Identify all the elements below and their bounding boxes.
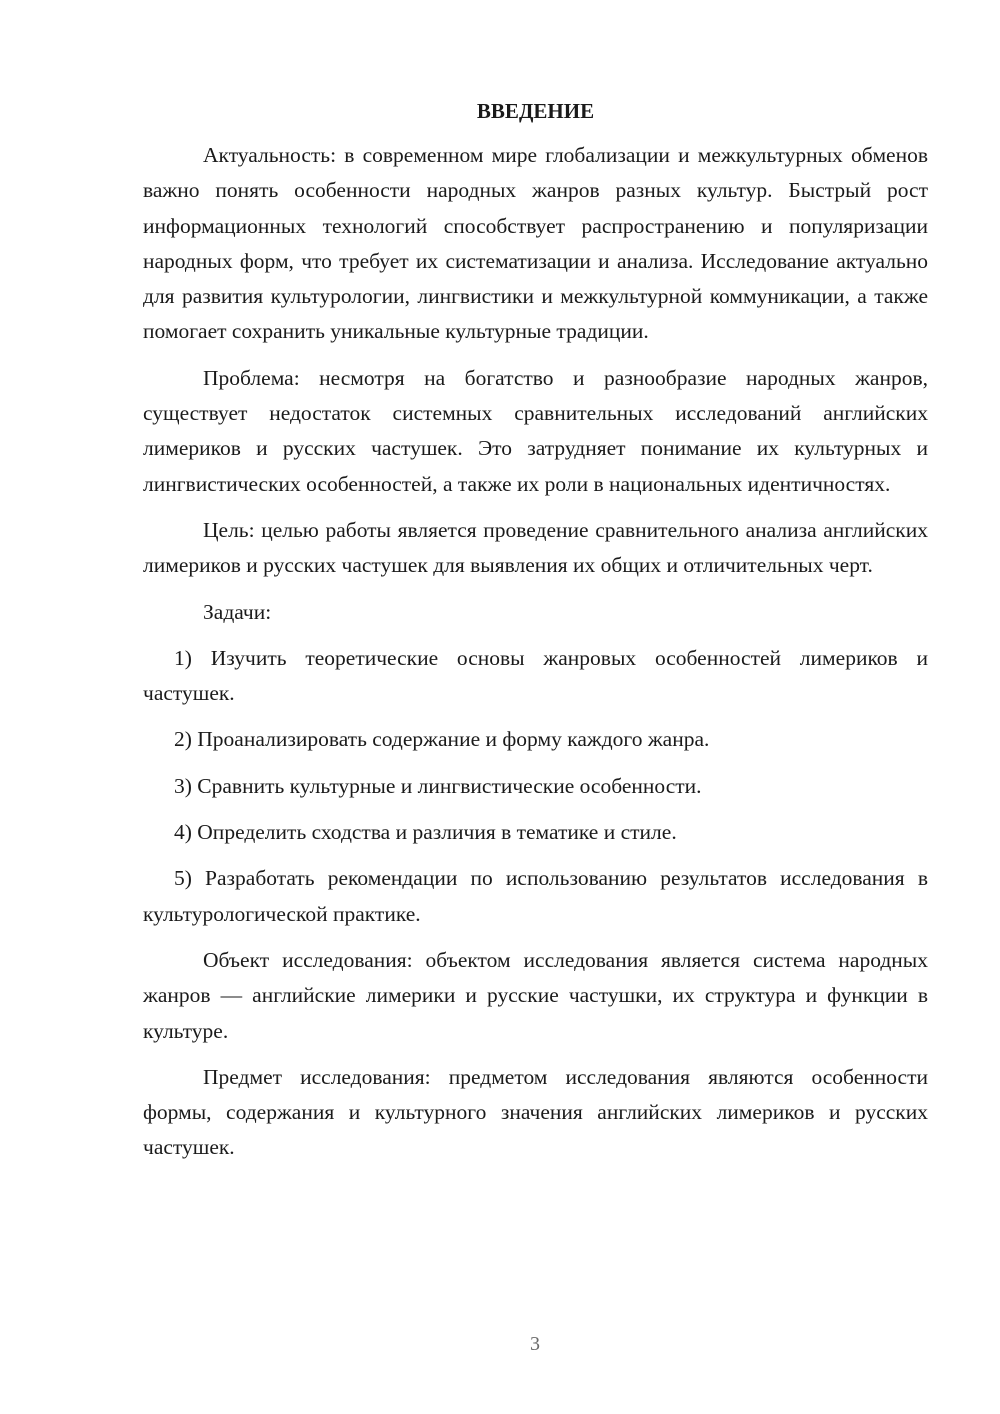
problem-paragraph: Проблема: несмотря на богатство и разнообразие народных жанров, существует недостаток системных сравнительных исследований английских лимериков и русских частушек. Это затрудняет понимание их культурных и лингвистических особенностей, а также их роли в национальных идентичностях. xyxy=(143,365,928,496)
task-item-4: 4) Определить сходства и различия в тематике и стиле. xyxy=(174,820,677,845)
section-title: ВВЕДЕНИЕ xyxy=(476,99,595,123)
task-item-2: 2) Проанализировать содержание и форму каждого жанра. xyxy=(174,727,710,752)
document-page xyxy=(143,96,928,1177)
tasks-heading: Задачи: xyxy=(203,599,272,624)
relevance-paragraph: Актуальность: в современном мире глобализации и межкультурных обменов важно понять особенности народных жанров разных культур. Быстрый рост информационных технологий способствует распространению и популяризации народных форм, что требует их систематизации и анализа. Исследование актуально для развития культурологии, лингвистики и межкультурной коммуникации, а также помогает сохранить уникальные культурные традиции. xyxy=(143,143,928,344)
task-item-5: 5) Разработать рекомендации по использованию результатов исследования в культурологической практике. xyxy=(143,866,928,926)
page-number: 3 xyxy=(530,1333,540,1355)
object-paragraph: Объект исследования: объектом исследования является система народных жанров — английские лимерики и русские частушки, их структура и функции в культуре. xyxy=(143,947,928,1043)
subject-paragraph: Предмет исследования: предметом исследования являются особенности формы, содержания и культурного значения английских лимериков и русских частушек. xyxy=(143,1064,928,1160)
task-item-3: 3) Сравнить культурные и лингвистические особенности. xyxy=(174,773,702,798)
task-item-1: 1) Изучить теоретические основы жанровых особенностей лимериков и частушек. xyxy=(143,645,928,706)
goal-paragraph: Цель: целью работы является проведение сравнительного анализа английских лимериков и русских частушек для выявления их общих и отличительных черт. xyxy=(143,517,928,578)
